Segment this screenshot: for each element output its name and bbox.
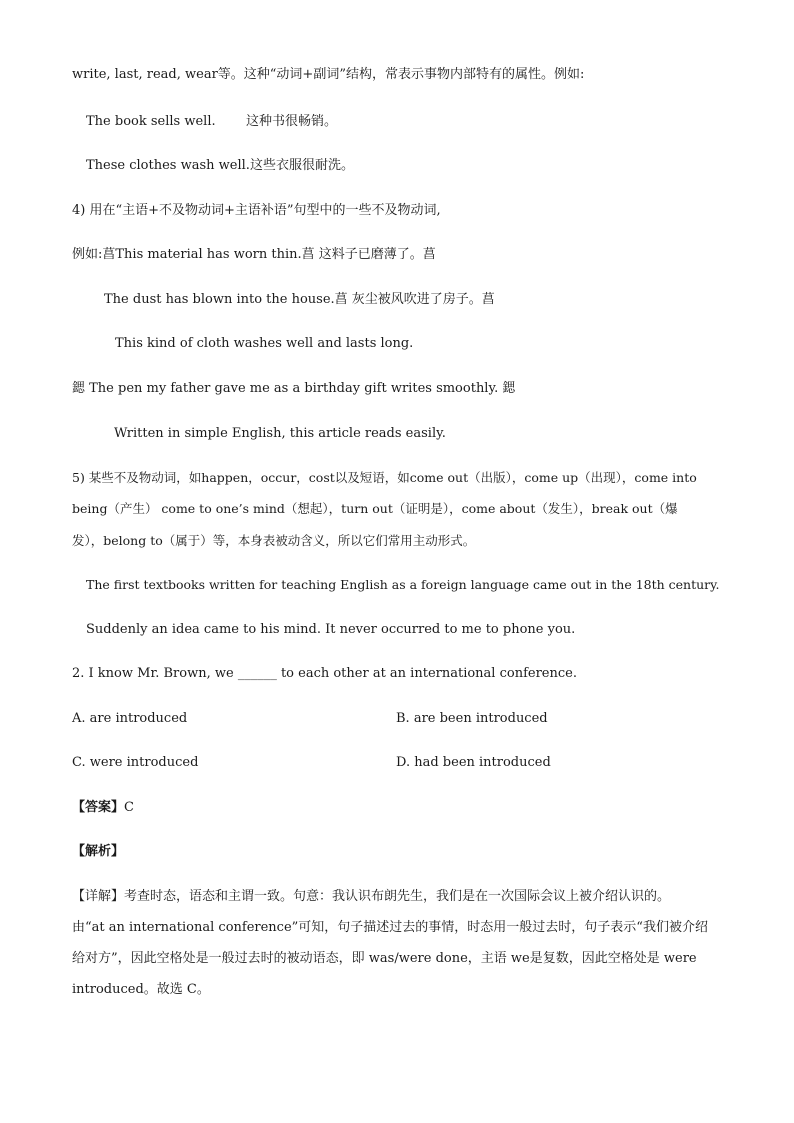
answer-value: C <box>124 800 134 815</box>
example-line: 鍶 The pen my father gave me as a birthday gift writes smoothly. 鍶 <box>72 381 516 396</box>
answer-label: 【答案】 <box>72 800 125 815</box>
example-line: Suddenly an idea came to his mind. It never occurred to me to phone you. <box>86 622 576 637</box>
example-line: Written in simple English, this article reads easily. <box>114 426 446 441</box>
text-line: being（产生） come to one’s mind（想起），turn out（证明是），come about（发生），break out（爆 <box>72 501 678 516</box>
example-line: This kind of cloth washes well and lasts long. <box>115 336 414 351</box>
text-line: 例如:菖This material has worn thin.菖 这料子已磨薄了。菖 <box>72 247 436 262</box>
question-stem: 2. I know Mr. Brown, we ______ to each other at an international conference. <box>72 666 577 681</box>
example-line: The first textbooks written for teaching English as a foreign language came out in the 18th century. <box>86 577 720 592</box>
text-line: 4) 用在“主语+不及物动词+主语补语”句型中的一些不及物动词, <box>72 203 441 218</box>
option-b: B. are been introduced <box>396 711 548 726</box>
example-chinese: 这些衣服很耐洗。 <box>250 158 355 173</box>
example-english: The book sells well. <box>86 114 216 129</box>
option-a: A. are introduced <box>72 711 188 726</box>
text-line: 5) 某些不及物动词，如happen，occur，cost以及短语，如come out（出版），come up（出现），come into <box>72 470 697 485</box>
text-line: write, last, read, wear等。这种“动词+副词”结构，常表示事物内部特有的属性。例如: <box>72 67 585 82</box>
example-chinese: 这种书很畅销。 <box>246 114 338 129</box>
option-c: C. were introduced <box>72 755 199 770</box>
detail-line: 【详解】考查时态，语态和主谓一致。句意：我认识布朗先生，我们是在一次国际会议上被介绍认识的。 <box>72 889 671 904</box>
example-line: The dust has blown into the house.菖 灰尘被风吹进了房子。菖 <box>104 292 495 307</box>
detail-line: introduced。故选 C。 <box>72 982 210 997</box>
option-d: D. had been introduced <box>396 755 551 770</box>
detail-line: 由“at an international conference”可知，句子描述过去的事情，时态用一般过去时，句子表示“我们被介绍 <box>72 920 708 935</box>
detail-line: 给对方”，因此空格处是一般过去时的被动语态，即 was/were done，主语 we是复数，因此空格处是 were <box>72 951 697 966</box>
answer-line <box>72 799 134 817</box>
text-line: 发），belong to（属于）等，本身表被动含义，所以它们常用主动形式。 <box>72 533 476 548</box>
analysis-label: 【解析】 <box>72 844 125 859</box>
example-english: These clothes wash well. <box>86 158 250 173</box>
